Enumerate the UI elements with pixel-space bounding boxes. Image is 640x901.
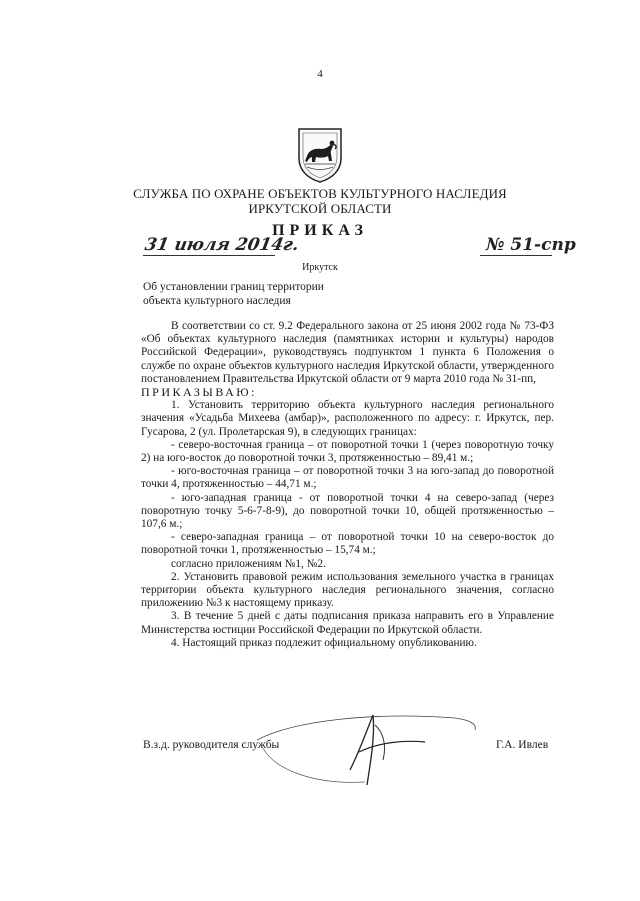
number-underline <box>480 255 552 256</box>
preamble: В соответствии со ст. 9.2 Федерального закона от 25 июня 2002 года № 73-ФЗ «Об объектах культурного наследия (памятниках истории и культуры) народов Российской Федерации», руководствуясь подпунктом 1 пункта 6 Положения о службе по охране объектов культурного наследия Иркутской области, утвержденного постановлением Правительства Иркутской области от 9 марта 2010 года № 31-пп, <box>141 320 554 385</box>
order-number: № 51-спр <box>486 235 576 255</box>
item-1: 1. Установить территорию объекта культурного наследия регионального значения «Усадьба Михеева (амбар)», расположенного по адресу: г. Иркутск, пер. Гусарова, 2 (ул. Пролетарская 9), в следующих границах: <box>141 399 554 438</box>
signatory-name: Г.А. Ивлев <box>496 739 549 751</box>
subject-line-1: Об установлении границ территории <box>143 281 324 293</box>
handwritten-signature <box>255 690 485 800</box>
border-northeast: - северо-восточная граница – от поворотной точки 1 (через поворотную точку 2) на юго-восток до поворотной точки 3, протяженностью – 89,41 м.; <box>141 438 554 465</box>
annex-note: согласно приложениям №1, №2. <box>171 557 326 570</box>
signatory-position: В.з.д. руководителя службы <box>143 739 280 751</box>
subject-line-2: объекта культурного наследия <box>143 295 291 307</box>
order-date: 31 июля 2014г. <box>143 235 301 255</box>
date-underline <box>143 255 275 256</box>
item-3: 3. В течение 5 дней с даты подписания приказа направить его в Управление Министерства юстиции Российской Федерации по Иркутской области. <box>141 610 554 636</box>
border-northwest: - северо-западная граница – от поворотной точки 10 на северо-восток до поворотной точки 1, протяженностью – 15,74 м.; <box>141 531 554 557</box>
page-number: 4 <box>317 68 323 80</box>
org-line-1: СЛУЖБА ПО ОХРАНЕ ОБЪЕКТОВ КУЛЬТУРНОГО НАСЛЕДИЯ <box>133 186 507 201</box>
order-subject <box>143 280 443 308</box>
irkutsk-coat-of-arms-icon <box>296 126 344 184</box>
order-body <box>141 320 554 650</box>
border-southwest: - юго-западная граница - от поворотной точки 4 на северо-запад (через поворотную точку 5-6-7-8-9), до поворотной точки 10, общей протяженностью – 107,6 м.; <box>141 491 554 531</box>
document-type: ПРИКАЗ <box>272 222 368 239</box>
item-2: 2. Установить правовой режим использования земельного участка в границах территории объекта культурного наследия регионального значения, согласно приложению №3 к настоящему приказу. <box>141 570 554 610</box>
item-4: 4. Настоящий приказ подлежит официальному опубликованию. <box>171 636 477 649</box>
prikazyvayu-heading: ПРИКАЗЫВАЮ: <box>141 385 257 400</box>
border-southeast: - юго-восточная граница – от поворотной точки 3 на юго-запад до поворотной точки 4, протяженностью – 44,71 м.; <box>141 465 554 491</box>
organization-name <box>0 186 640 216</box>
city: Иркутск <box>302 262 338 273</box>
org-line-2: ИРКУТСКОЙ ОБЛАСТИ <box>248 201 392 216</box>
